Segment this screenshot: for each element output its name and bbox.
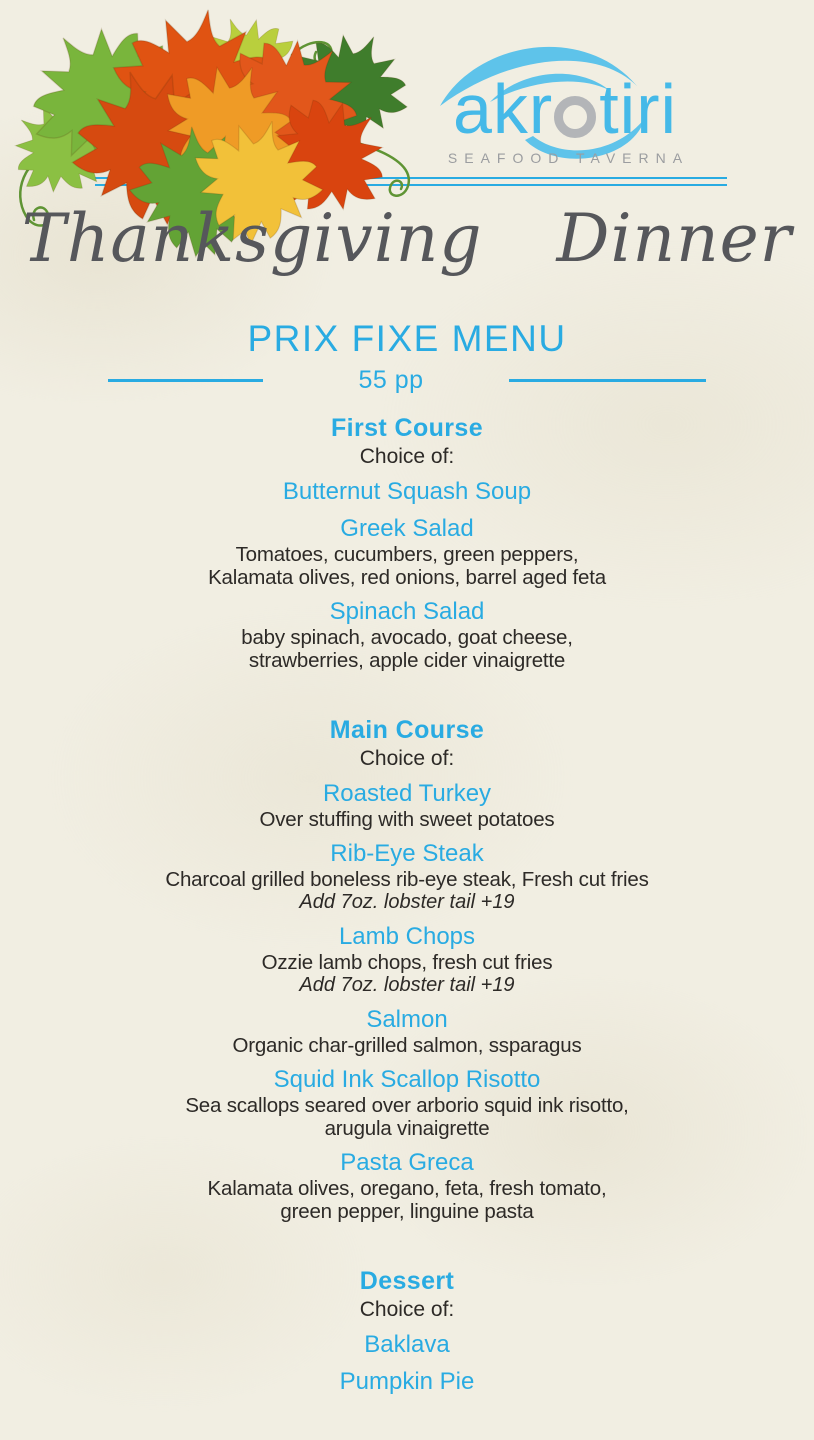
- menu-item-name: Greek Salad: [340, 515, 474, 542]
- menu-item: [0, 1368, 814, 1396]
- menu-sections: [0, 414, 814, 1440]
- menu-item: [0, 1066, 814, 1140]
- menu-item-description-line: Kalamata olives, oregano, feta, fresh tomato,: [207, 1177, 607, 1200]
- restaurant-logo: [415, 36, 715, 176]
- menu-item-name: Pasta Greca: [340, 1149, 474, 1176]
- menu-item-description-line: Tomatoes, cucumbers, green peppers,: [235, 543, 579, 566]
- menu-type-title: PRIX FIXE MENU: [247, 318, 567, 359]
- price-divider-right: [509, 379, 706, 382]
- menu-item-description-line: Kalamata olives, red onions, barrel aged feta: [208, 566, 606, 589]
- menu-section: [0, 414, 814, 672]
- script-title: Thanksgiving Dinner: [21, 200, 793, 277]
- price-text: 55 pp: [358, 366, 424, 394]
- choice-label: Choice of:: [359, 1298, 455, 1321]
- logo-wordmark: [415, 70, 715, 148]
- menu-item-name: Pumpkin Pie: [339, 1368, 475, 1395]
- menu-item-name: Butternut Squash Soup: [282, 478, 532, 505]
- menu-item: [0, 515, 814, 589]
- section-title: Main Course: [329, 716, 485, 744]
- menu-item: [0, 923, 814, 997]
- price-divider-left: [108, 379, 263, 382]
- menu-section: [0, 1267, 814, 1396]
- menu-item: [0, 1006, 814, 1057]
- section-title: Dessert: [359, 1267, 455, 1295]
- choice-label: Choice of:: [359, 445, 455, 468]
- menu-item-name: Roasted Turkey: [322, 780, 492, 807]
- menu-item: [0, 1331, 814, 1359]
- logo-text-left: akr: [452, 70, 554, 148]
- menu-item-description-line: Charcoal grilled boneless rib-eye steak, Fresh cut fries: [165, 868, 649, 891]
- menu-item-note: Add 7oz. lobster tail +19: [299, 891, 515, 913]
- menu-item: [0, 780, 814, 831]
- choice-label: Choice of:: [359, 747, 455, 770]
- menu-item-description-line: Over stuffing with sweet potatoes: [259, 808, 555, 831]
- menu-item-note: Add 7oz. lobster tail +19: [299, 974, 515, 996]
- menu-item-name: Rib-Eye Steak: [330, 840, 484, 867]
- logo-text-right: tiri: [599, 70, 678, 148]
- menu-item-description-line: strawberries, apple cider vinaigrette: [248, 649, 566, 672]
- menu-item: [0, 478, 814, 506]
- menu-item-name: Baklava: [364, 1331, 450, 1358]
- menu-item: [0, 598, 814, 672]
- menu-item: [0, 1149, 814, 1223]
- price-row: [0, 366, 814, 395]
- menu-item-description-line: arugula vinaigrette: [324, 1117, 490, 1140]
- menu-item: [0, 840, 814, 914]
- menu-item-name: Salmon: [366, 1006, 448, 1033]
- menu-item-description-line: baby spinach, avocado, goat cheese,: [241, 626, 573, 649]
- menu-item-name: Lamb Chops: [338, 923, 476, 950]
- logo-tagline: SEAFOOD TAVERNA: [447, 150, 690, 166]
- menu-item-description-line: Sea scallops seared over arborio squid ink risotto,: [185, 1094, 629, 1117]
- menu-item-description-line: Organic char-grilled salmon, ssparagus: [232, 1034, 582, 1057]
- menu-section: [0, 716, 814, 1223]
- menu-item-name: Spinach Salad: [329, 598, 485, 625]
- menu-item-name: Squid Ink Scallop Risotto: [273, 1066, 541, 1093]
- section-title: First Course: [330, 414, 484, 442]
- menu-item-description-line: Ozzie lamb chops, fresh cut fries: [261, 951, 553, 974]
- menu-item-description-line: green pepper, linguine pasta: [280, 1200, 534, 1223]
